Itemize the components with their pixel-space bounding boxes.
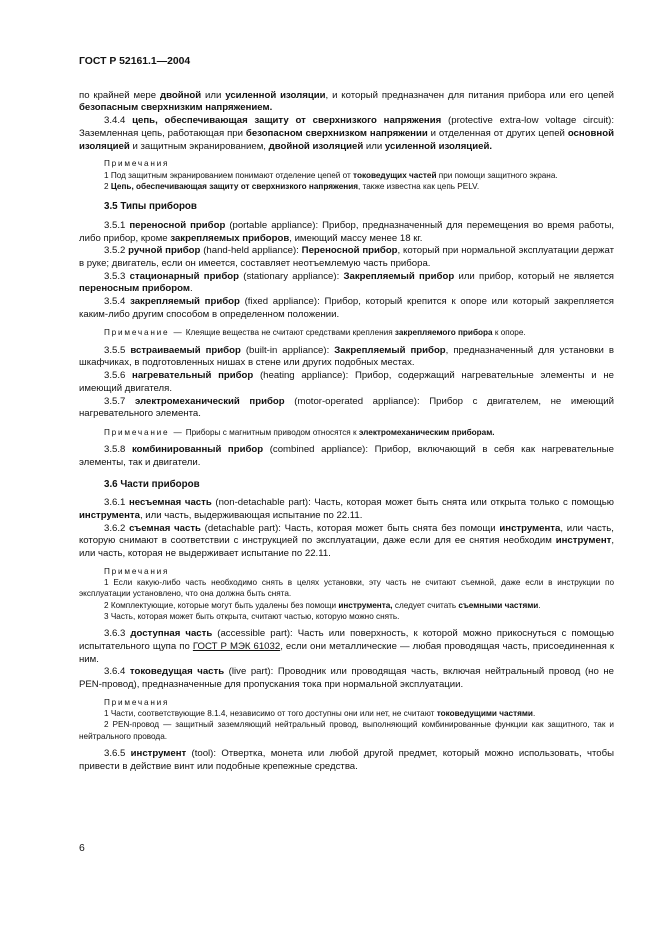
definition-3-5-8: 3.5.8 комбинированный прибор (combined appliance): Прибор, включающий в себя как нагревательные элементы, так и двигатели. xyxy=(79,444,614,468)
section-heading-3-5: 3.5 Типы приборов xyxy=(104,201,197,213)
definition-3-5-6: 3.5.6 нагревательный прибор (heating appliance): Прибор, содержащий нагревательные элементы и не имеющий двигателя. xyxy=(79,370,614,394)
note-3-6-4-2: 2 PEN-провод — защитный заземляющий нейтральный провод, выполняющий комбинированные функции как защитного, так и нейтрального провода. xyxy=(79,720,614,741)
definition-3-6-5: 3.6.5 инструмент (tool): Отвертка, монета или любой другой предмет, который можно использовать, чтобы привести в действие винт или подобные крепежные средства. xyxy=(79,748,614,772)
notes-label: Примечания xyxy=(104,159,170,169)
definition-3-6-2: 3.6.2 съемная часть (detachable part): Часть, которая может быть снята без помощи инструмента, или часть, которую снимают в соответствии с инструкцией по эксплуатации, даже если для ее снятия необходим инструмент, или часть, которая не выдерживает испытание по 22.11. xyxy=(79,522,614,560)
paragraph-intro: по крайней мере двойной или усиленной изоляции, и который предназначен для питания прибора или его цепей безопасным сверхнизким напряжением. xyxy=(79,89,614,114)
definition-3-5-4: 3.5.4 закрепляемый прибор (fixed appliance): Прибор, который крепится к опоре или который закрепляется каким-либо другим способом в определенном положении. xyxy=(79,296,614,320)
section-heading-3-6: 3.6 Части приборов xyxy=(104,478,200,490)
note-3-4-4-2: 2 Цепь, обеспечивающая защиту от сверхнизкого напряжения, также известна как цепь PELV. xyxy=(104,181,480,191)
definition-3-5-1: 3.5.1 переносной прибор (portable appliance): Прибор, предназначенный для перемещения во время работы, либо прибор, кроме закрепляемых приборов, имеющий массу менее 18 кг. xyxy=(79,219,615,244)
definition-3-5-3: 3.5.3 стационарный прибор (stationary appliance): Закрепляемый прибор или прибор, который не является переносным прибором. xyxy=(79,270,614,295)
definition-3-6-3: 3.6.3 доступная часть (accessible part): Часть или поверхность, к которой можно прикоснуться с помощью испытательного щупа по ГОСТ Р МЭК 61032, если они металлические — любая проводящая часть, присоединенная к ним. xyxy=(79,628,615,665)
definition-3-5-5: 3.5.5 встраиваемый прибор (built-in appliance): Закрепляемый прибор, предназначенный для установки в шкафчиках, в подготовленных нишах в стене или других подобных местах. xyxy=(79,344,615,369)
definition-3-6-4: 3.6.4 токоведущая часть (live part): Проводник или проводящая часть, включая нейтральный провод (но не PEN-провод), предназначенные для пропускания тока при нормальной эксплуатации. xyxy=(79,666,614,691)
document-header: ГОСТ Р 52161.1—2004 xyxy=(79,56,191,67)
definition-3-6-1: 3.6.1 несъемная часть (non-detachable part): Часть, которая может быть снята или открыта только с помощью инструмента, или часть, выдерживающая испытание по 22.11. xyxy=(79,497,614,522)
page-number: 6 xyxy=(79,843,85,854)
definition-3-5-2: 3.5.2 ручной прибор (hand-held appliance): Переносной прибор, который при нормальной эксплуатации держат в руке; двигатель, если он имеется, составляет неотъемлемую часть прибора. xyxy=(79,245,614,269)
document-page xyxy=(79,56,614,773)
standard-reference-link[interactable]: ГОСТ Р МЭК 61032 xyxy=(192,641,281,653)
note-3-6-2-3: 3 Часть, которая может быть открыта, считают частью, которую можно снять. xyxy=(104,612,400,622)
definition-3-4-4: 3.4.4 цепь, обеспечивающая защиту от сверхнизкого напряжения (protective extra-low voltage circuit): Заземленная цепь, работающая при безопасном сверхнизком напряжении и отделенная от других цепей основной изоляцией и защитным экранированием, двойной изоляцией или усиленной изоляцией. xyxy=(79,115,614,152)
notes-label-3-6-2: Примечания xyxy=(104,566,170,576)
note-3-6-2-2: 2 Комплектующие, которые могут быть удалены без помощи инструмента, следует считать съемными частями. xyxy=(104,600,541,610)
note-3-4-4-1: 1 Под защитным экранированием понимают отделение цепей от токоведущих частей при помощи защитного экрана. xyxy=(104,170,558,180)
notes-label-3-6-4: Примечания xyxy=(104,697,170,707)
note-3-5-4: Примечание — Клеящие вещества не считают средствами крепления закрепляемого прибора к опоре. xyxy=(104,328,526,338)
note-3-6-4-1: 1 Части, соответствующие 8.1.4, независимо от того доступны они или нет, не считают токоведущими частями. xyxy=(104,709,536,719)
definition-3-5-7: 3.5.7 электромеханический прибор (motor-operated appliance): Прибор с двигателем, не имеющий нагревательного элемента. xyxy=(79,395,614,420)
note-3-5-7: Примечание — Приборы с магнитным приводом относятся к электромеханическим приборам. xyxy=(104,427,495,437)
note-3-6-2-1: 1 Если какую-либо часть необходимо снять в целях установки, эту часть не считают съемной, даже если в инструкции по эксплуатации установлено, что она должна быть снята. xyxy=(79,578,614,599)
